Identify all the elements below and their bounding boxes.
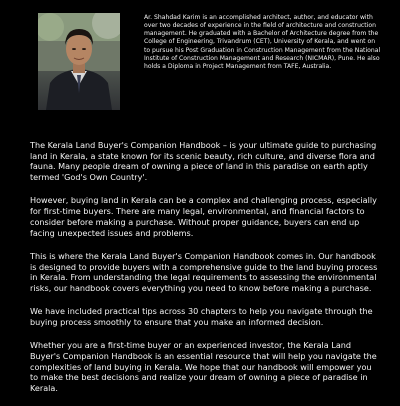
author-portrait	[38, 13, 120, 110]
paragraph-challenges: However, buying land in Kerala can be a complex and challenging process, especially for first-time buyers. There are many legal, environmental, and financial factors to consider before making a purchase. Without proper guidance, buyers can end up facing unexpected issues and problems.	[30, 195, 377, 238]
paragraph-handbook: This is where the Kerala Land Buyer's Companion Handbook comes in. Our handbook is designed to provide buyers with a comprehensive guide to the land buying process in Kerala. From understanding the legal requirements to assessing the environmental risks, our handbook covers everything you need to know before making a purchase.	[30, 250, 378, 293]
handbook-description	[30, 140, 378, 406]
paragraph-conclusion: Whether you are a first-time buyer or an experienced investor, the Kerala Land Buyer's Companion Handbook is an essential resource that will help you navigate the complexities of land buying in Kerala. We hope that our handbook will empower you to make the best decisions and realize your dream of owning a piece of paradise in Kerala.	[30, 340, 377, 394]
paragraph-intro: The Kerala Land Buyer's Companion Handbook – is your ultimate guide to purchasing land in Kerala, a state known for its scenic beauty, rich culture, and diverse flora and fauna. Many people dream of owning a piece of land in this paradise on earth aptly termed 'God's Own Country'.	[30, 140, 377, 183]
author-photo	[38, 13, 120, 110]
paragraph-tips: We have included practical tips across 30 chapters to help you navigate through the buying process smoothly to ensure that you make an informed decision.	[30, 306, 373, 327]
author-bio: Ar. Shahdad Karim is an accomplished architect, author, and educator with over two decades of experience in the field of architecture and construction management. He graduated with a Bachelor of Architecture degree from the College of Engineering, Trivandrum (CET), University of Kerala, and went on to pursue his Post Graduation in Construction Management from the National Institute of Construction Management and Research (NICMAR), Pune. He also holds a Diploma in Project Management from TAFE, Australia.	[144, 14, 381, 70]
